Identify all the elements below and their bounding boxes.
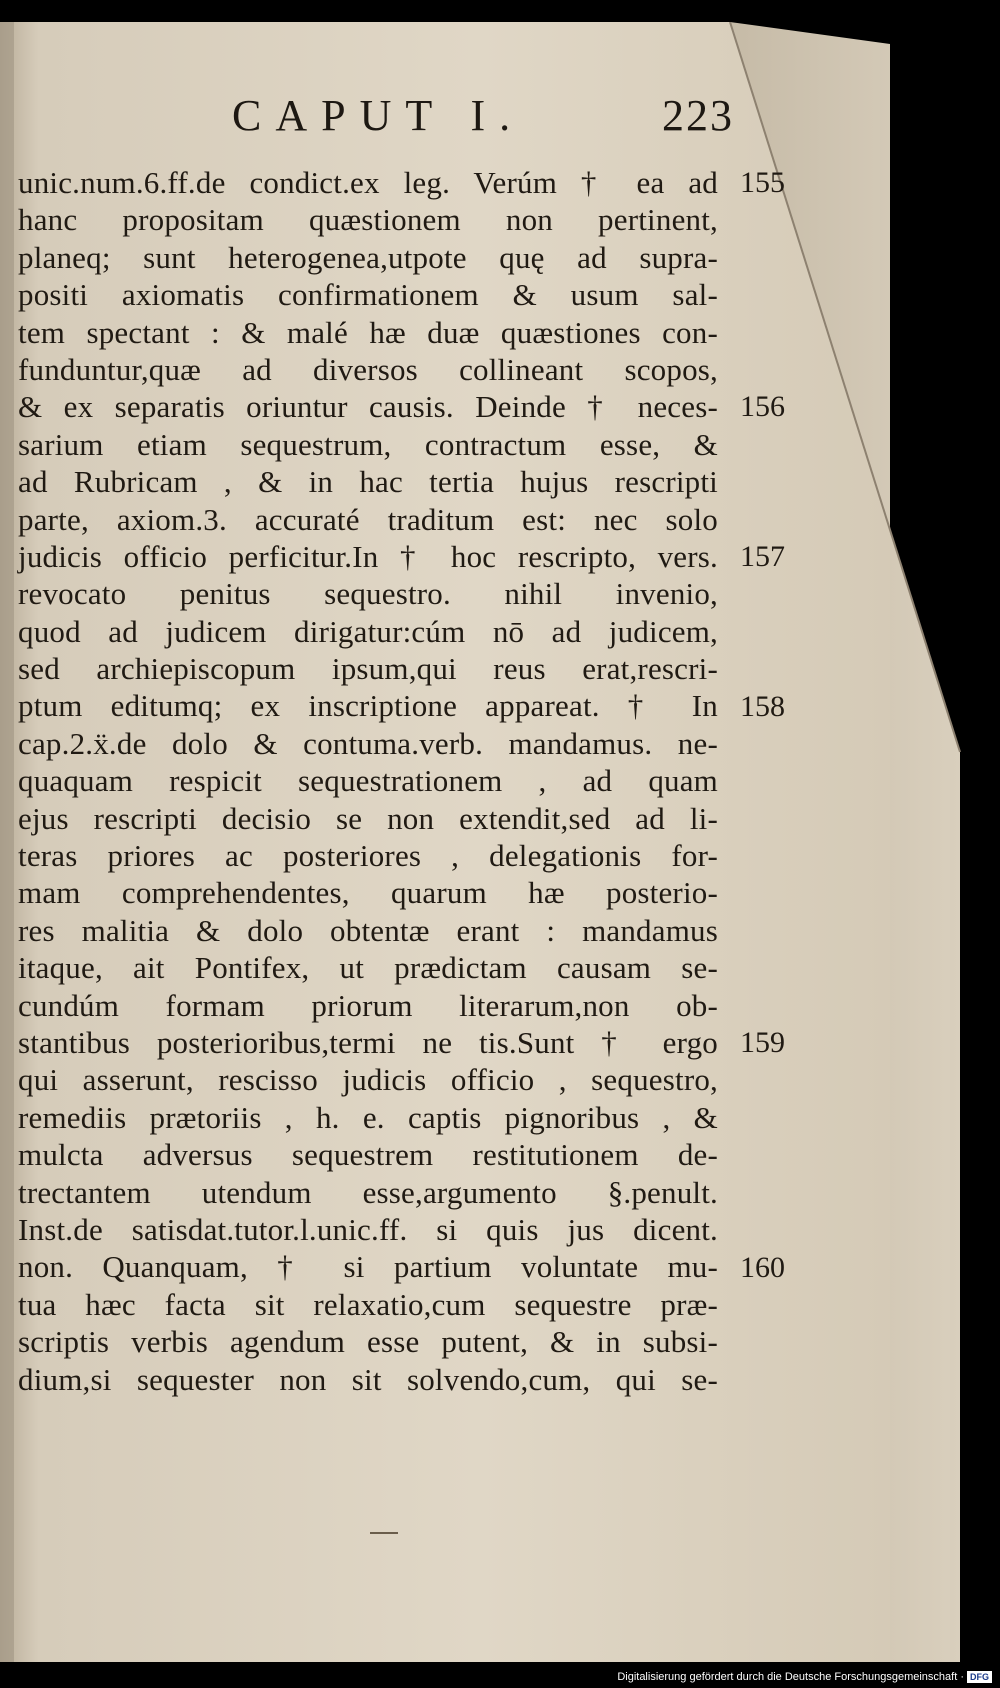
text-line: sarium etiam sequestrum, contractum esse, &: [18, 426, 718, 462]
text-line: mulcta adversus sequestrem restitutionem de-: [18, 1137, 718, 1173]
text-line: tua hæc facta sit relaxatio,cum sequestre præ-: [18, 1286, 718, 1322]
text-line: & ex separatis oriuntur causis. Deinde † neces-: [18, 389, 718, 425]
margin-number: 158: [740, 689, 785, 723]
text-line: qui asserunt, rescisso judicis officio , sequestro,: [18, 1062, 718, 1098]
text-line: quod ad judicem dirigatur:cúm nō ad judicem,: [18, 613, 718, 649]
text-line: ad Rubricam , & in hac tertia hujus rescripti: [18, 464, 718, 500]
bottom-rule: [370, 1532, 398, 1534]
text-line: res malitia & dolo obtentæ erant : mandamus: [18, 912, 718, 948]
scanned-page: [0, 22, 990, 1662]
text-line: cundúm formam priorum literarum,non ob-: [18, 987, 718, 1023]
text-line: parte, axiom.3. accuraté traditum est: nec solo: [18, 501, 718, 537]
dfg-logo: DFG: [967, 1671, 992, 1683]
text-line: judicis officio perficitur.In † hoc rescripto, vers.: [18, 538, 718, 574]
page-number: 223: [662, 91, 734, 140]
text-line: dium,si sequester non sit solvendo,cum, qui se-: [18, 1361, 718, 1397]
digitization-credit: [617, 1671, 992, 1683]
chapter-title: CAPUT I.: [232, 91, 525, 140]
text-line: scriptis verbis agendum esse putent, & in subsi-: [18, 1324, 718, 1360]
text-line: revocato penitus sequestro. nihil invenio,: [18, 576, 718, 612]
margin-number: 155: [740, 166, 785, 199]
text-line: trectantem utendum esse,argumento §.penult.: [18, 1174, 718, 1210]
text-line: unic.num.6.ff.de condict.ex leg. Verúm † ea ad: [18, 165, 718, 200]
body-text: [18, 164, 718, 1398]
text-line: hanc propositam quæstionem non pertinent,: [18, 202, 718, 238]
text-line: positi axiomatis confirmationem & usum sal-: [18, 277, 718, 313]
text-line: planeq; sunt heterogenea,utpote quę ad supra-: [18, 239, 718, 275]
text-line: teras priores ac posteriores , delegationis for-: [18, 838, 718, 874]
margin-number: 157: [740, 540, 785, 573]
text-line: cap.2.ẍ.de dolo & contuma.verb. mandamus. ne-: [18, 725, 718, 761]
text-line: Inst.de satisdat.tutor.l.unic.ff. si quis jus dicent.: [18, 1211, 718, 1247]
text-line: funduntur,quæ ad diversos collineant scopos,: [18, 351, 718, 387]
text-line: mam comprehendentes, quarum hæ posterio-: [18, 875, 718, 911]
text-line: remediis prætoriis , h. e. captis pignoribus , &: [18, 1099, 718, 1135]
margin-number: 156: [740, 390, 785, 424]
text-line: quaquam respicit sequestrationem , ad quam: [18, 763, 718, 799]
text-line: tem spectant : & malé hæ duæ quæstiones con-: [18, 314, 718, 350]
text-line: sed archiepiscopum ipsum,qui reus erat,rescri-: [18, 651, 718, 687]
text-line: stantibus posterioribus,termi ne tis.Sunt † ergo: [18, 1024, 718, 1060]
text-line: itaque, ait Pontifex, ut prædictam causam se-: [18, 950, 718, 986]
margin-number: 159: [740, 1026, 785, 1060]
text-line: non. Quanquam, † si partium voluntate mu-: [18, 1249, 718, 1285]
text-line: ptum editumq; ex inscriptione appareat. † In: [18, 688, 718, 724]
text-line: ejus rescripti decisio se non extendit,sed ad li-: [18, 800, 718, 836]
credit-text: Digitalisierung gefördert durch die Deutsche Forschungsgemeinschaft ·: [617, 1671, 964, 1683]
margin-number: 160: [740, 1250, 785, 1284]
